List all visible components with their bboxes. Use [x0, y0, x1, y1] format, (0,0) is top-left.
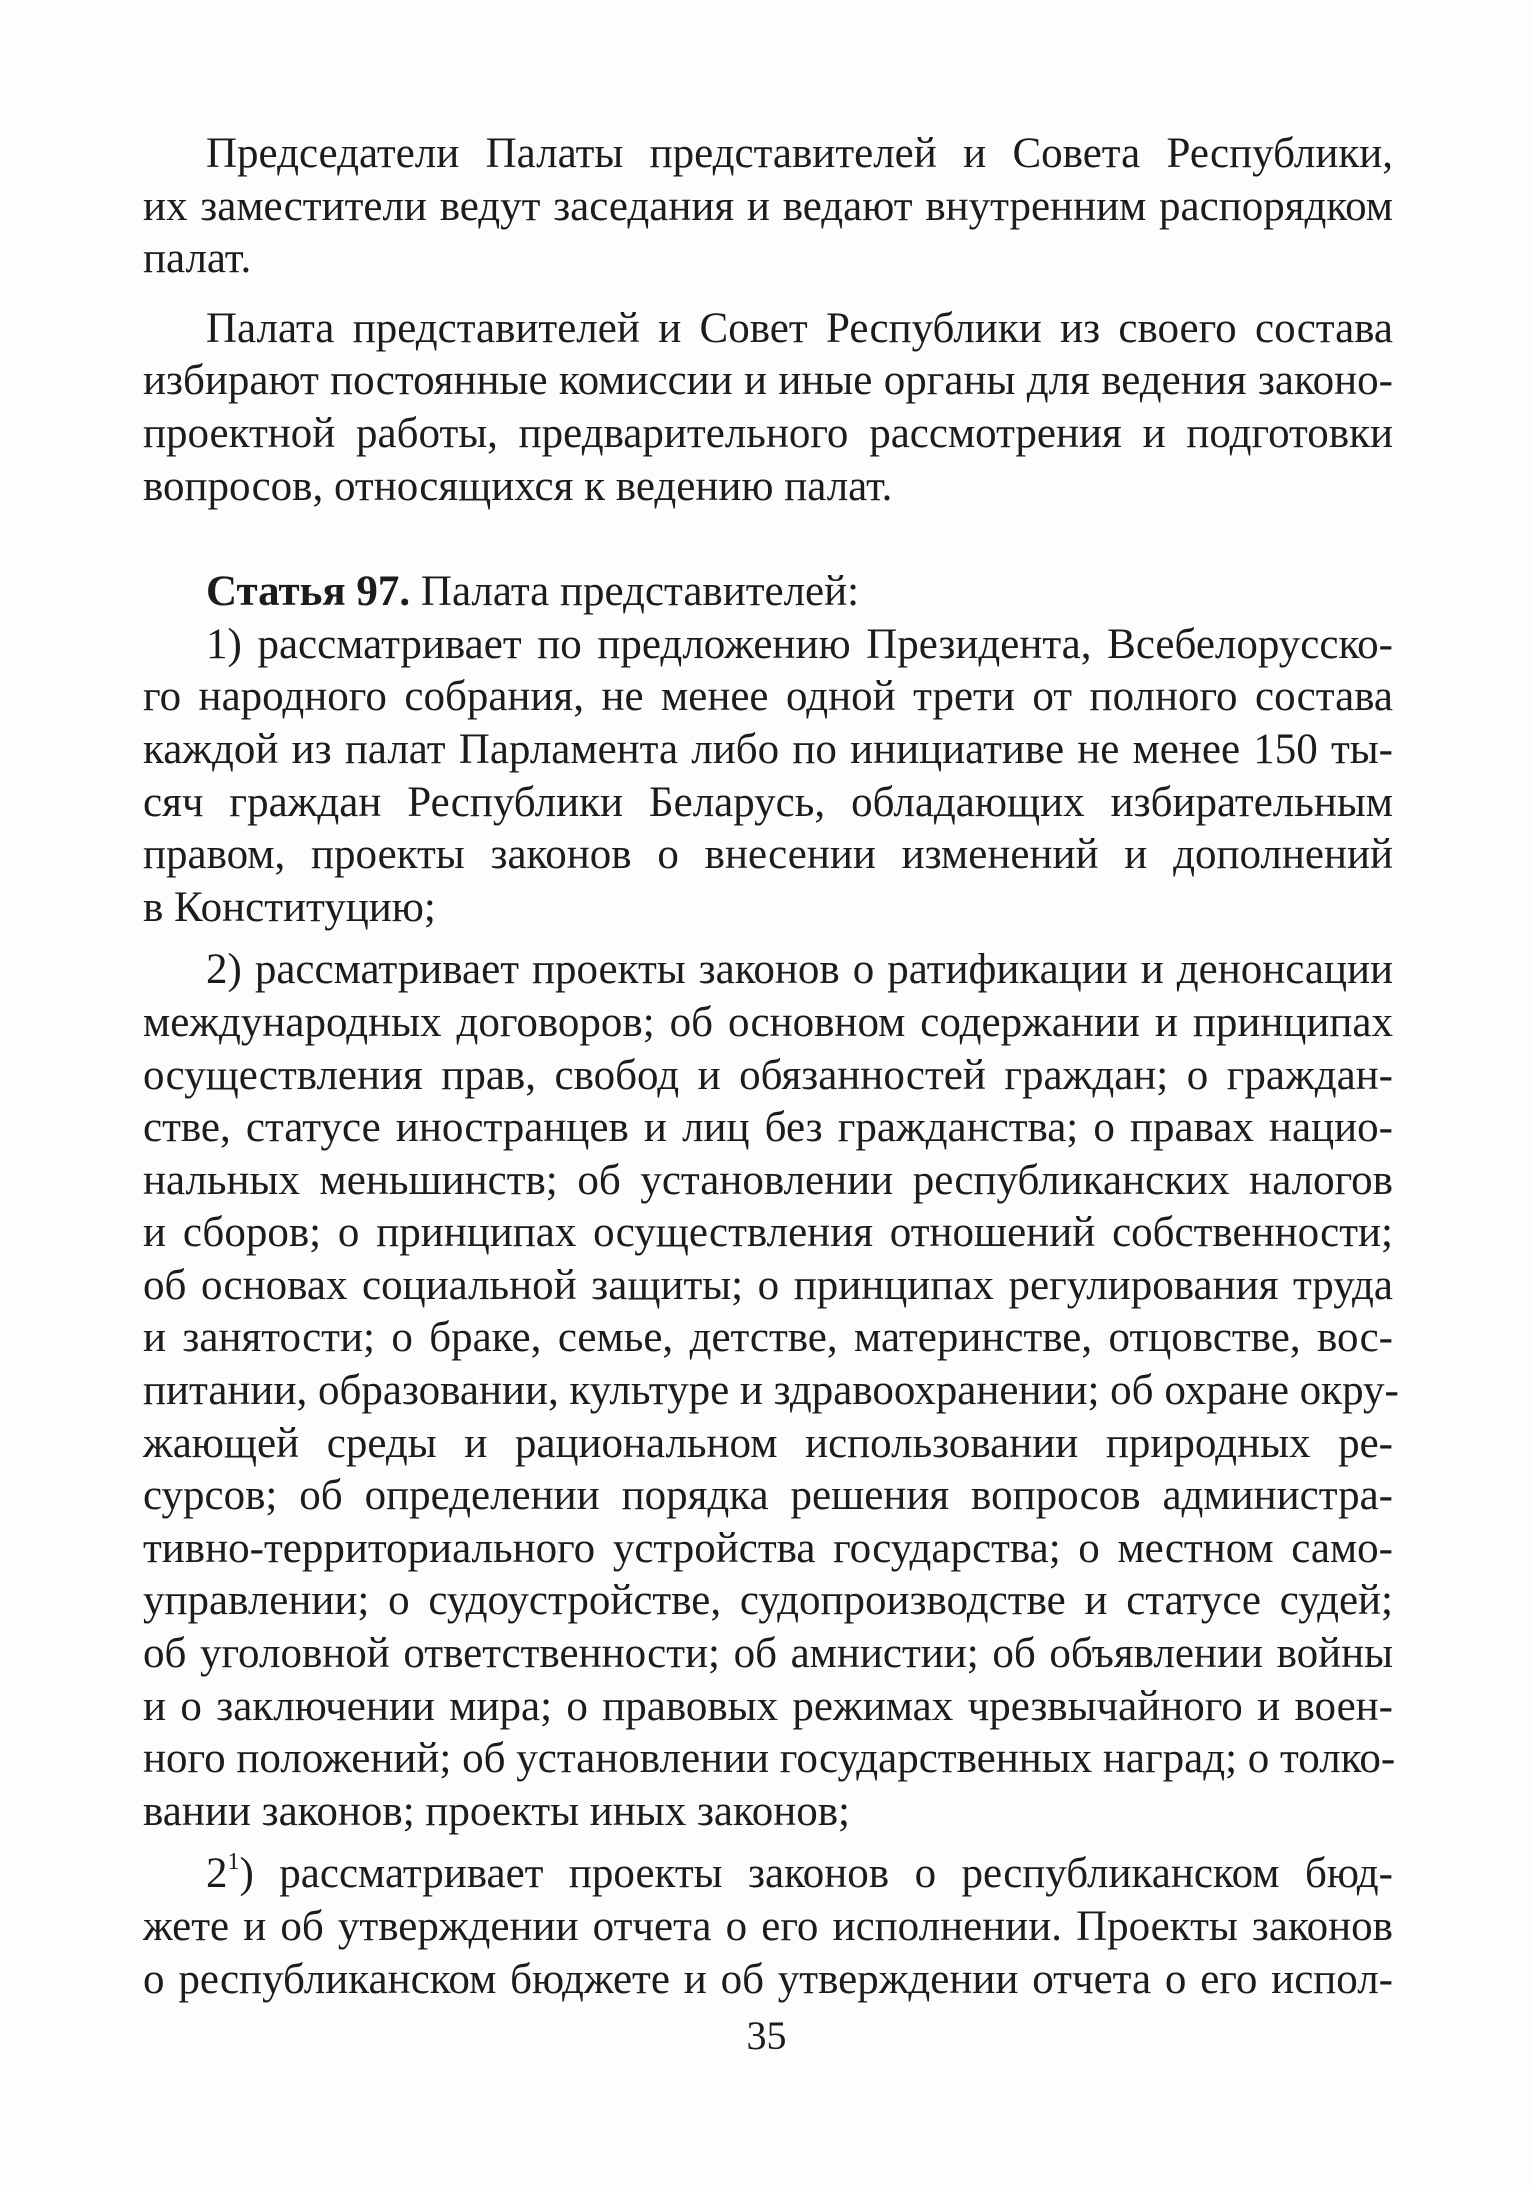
article-heading-line	[143, 566, 1393, 619]
article-number: Статья 97.	[206, 568, 411, 616]
page-number: 35	[746, 2013, 787, 2058]
paragraph-chairs	[143, 128, 1393, 286]
item-superscript: 1	[227, 1849, 240, 1876]
article-item-2	[143, 944, 1399, 1838]
text-line: о республиканском бюджете и об утверждении отчета о его испол-	[143, 1955, 1393, 2003]
text-line: палат.	[143, 235, 252, 283]
paragraph-commissions	[143, 303, 1393, 513]
text-line: 1) рассматривает по предложению Президента, Всебелорусско-	[206, 620, 1393, 668]
text-line: об основах социальной защиты; о принципах регулирования труда	[143, 1261, 1393, 1309]
text-line: сурсов; об определении порядка решения вопросов администра-	[143, 1472, 1393, 1520]
text-line: управлении; о судоустройстве, судопроизводстве и статусе судей;	[143, 1577, 1393, 1625]
item-number: 2	[206, 1850, 228, 1898]
text-line: в Конституцию;	[143, 883, 436, 931]
article-lead: Палата представителей:	[410, 568, 860, 616]
text-line	[143, 1848, 1393, 1901]
text-line: осуществления прав, свобод и обязанностей граждан; о граждан-	[143, 1051, 1393, 1099]
text-line: стве, статусе иностранцев и лиц без гражданства; о правах нацио-	[143, 1104, 1393, 1152]
text-line: сяч граждан Республики Беларусь, обладающих избирательным	[143, 778, 1393, 826]
text-line: проектной работы, предварительного рассмотрения и подготовки	[143, 409, 1393, 457]
text-line: вании законов; проекты иных законов;	[143, 1787, 850, 1835]
article-97-title	[143, 566, 1393, 619]
text-line: питании, образовании, культуре и здравоохранении; об охране окру-	[143, 1367, 1399, 1415]
text-line: нальных меньшинств; об установлении республиканских налогов	[143, 1156, 1393, 1204]
text-line: об уголовной ответственности; об амнистии; об объявлении войны	[143, 1630, 1393, 1678]
text-line: 2) рассматривает проекты законов о ратификации и денонсации	[206, 946, 1393, 994]
text-line: правом, проекты законов о внесении изменений и дополнений	[143, 831, 1393, 879]
text-line: жающей среды и рациональном использовании природных ре-	[143, 1419, 1393, 1467]
article-item-1	[143, 619, 1393, 935]
text-line: жете и об утверждении отчета о его исполнении. Проекты законов	[143, 1903, 1393, 1950]
text-line: их заместители ведут заседания и ведают внутренним распорядком	[143, 182, 1393, 230]
text-line: ного положений; об установлении государственных наград; о толко-	[143, 1735, 1396, 1783]
article-item-2-1	[143, 1848, 1393, 2006]
text-line: и сборов; о принципах осуществления отношений собственности;	[143, 1209, 1393, 1257]
text-line: го народного собрания, не менее одной трети от полного состава	[143, 673, 1393, 721]
page-body-text	[143, 128, 1399, 2006]
text-line: и о заключении мира; о правовых режимах чрезвычайного и воен-	[143, 1682, 1393, 1730]
text-line: вопросов, относящихся к ведению палат.	[143, 462, 893, 510]
text-line: каждой из палат Парламента либо по инициативе не менее 150 ты-	[143, 725, 1393, 773]
text-line: Председатели Палаты представителей и Совета Республики,	[206, 130, 1393, 177]
text-line: тивно-территориального устройства государства; о местном само-	[143, 1524, 1393, 1572]
text-line: международных договоров; об основном содержании и принципах	[143, 998, 1393, 1046]
text-line: Палата представителей и Совет Республики из своего состава	[206, 304, 1393, 352]
item-text: ) рассматривает проекты законов о республиканском бюд-	[239, 1850, 1393, 1898]
text-line: избирают постоянные комиссии и иные органы для ведения законо-	[143, 357, 1393, 405]
text-line: и занятости; о браке, семье, детстве, материнстве, отцовстве, вос-	[143, 1314, 1393, 1362]
